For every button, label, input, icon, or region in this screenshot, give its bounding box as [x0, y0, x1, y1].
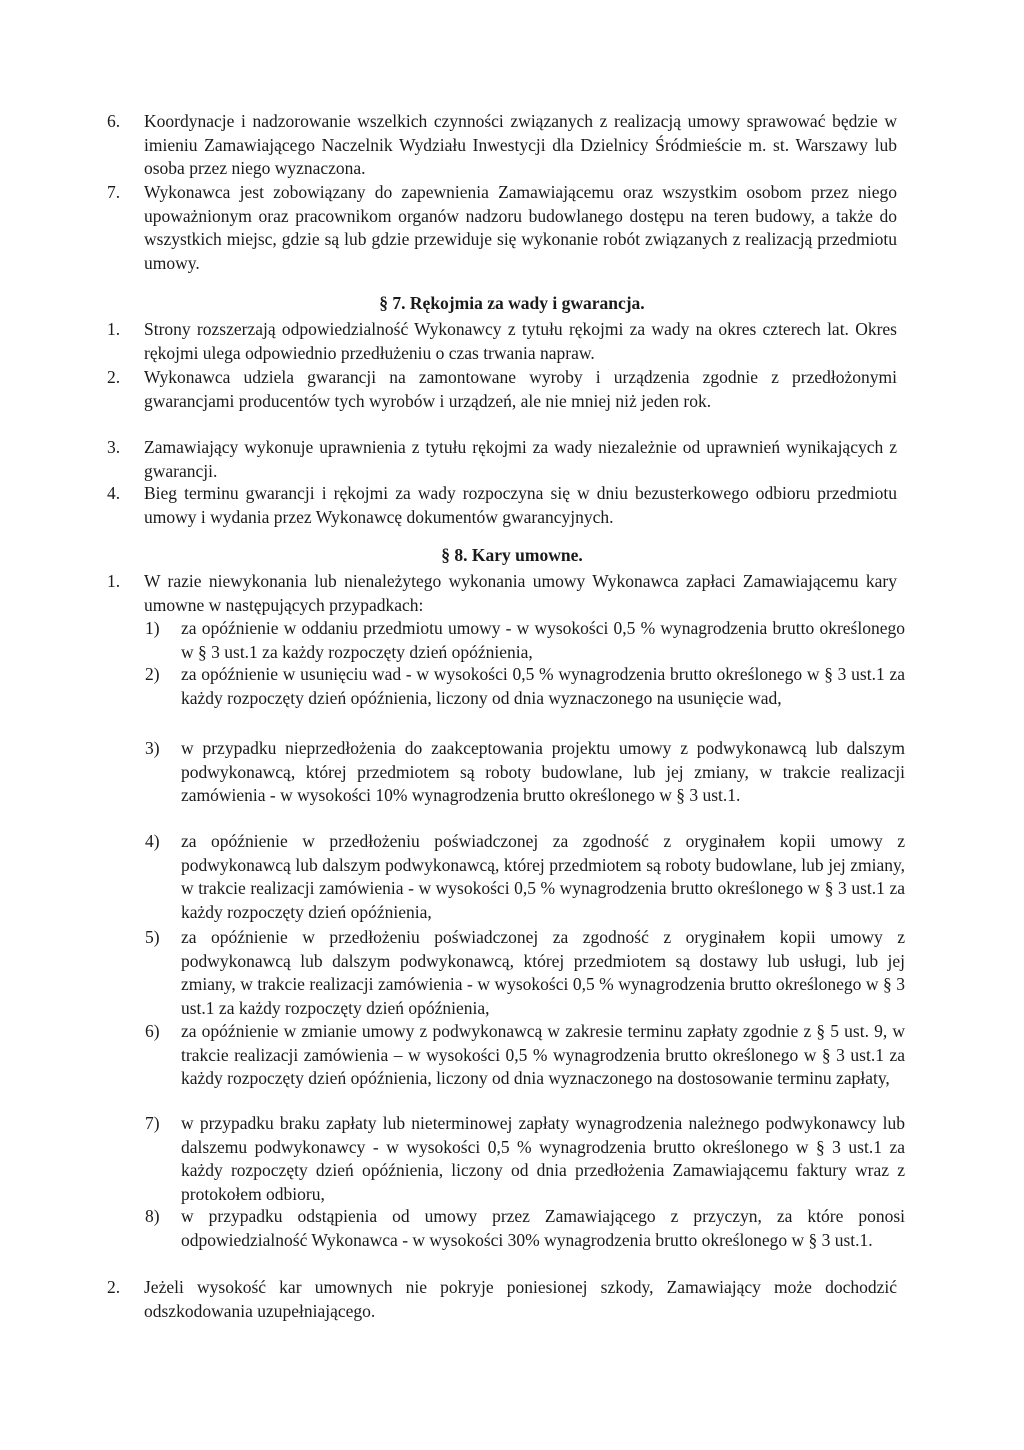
item-number: 4. — [107, 483, 121, 503]
item-text: Wykonawca udziela gwarancji na zamontowane wyroby i urządzenia zgodnie z przedłożonymi gwarancjami producentów tych wyrobów i urządzeń, ale nie mniej niż jeden rok. — [144, 367, 897, 411]
paragraph-6 — [107, 110, 897, 181]
item-text: Strony rozszerzają odpowiedzialność Wykonawcy z tytułu rękojmi za wady na okres czterech lat. Okres rękojmi ulega odpowiednio przedłużeniu o czas trwania napraw. — [144, 319, 897, 363]
subitem-text: za opóźnienie w oddaniu przedmiotu umowy - w wysokości 0,5 % wynagrodzenia brutto określonego w § 3 ust.1 za każdy rozpoczęty dzień opóźnienia, — [181, 618, 905, 662]
item-text: Zamawiający wykonuje uprawnienia z tytułu rękojmi za wady niezależnie od uprawnień wynikających z gwarancji. — [144, 437, 897, 481]
subitem-text: za opóźnienie w zmianie umowy z podwykonawcą w zakresie terminu zapłaty zgodnie z § 5 ust. 9, w trakcie realizacji zamówienia – w wysokości 0,5 % wynagrodzenia brutto określonego w § 3 ust.1 za każdy rozpoczęty dzień opóźnienia, liczony od dnia wyznaczonego na dostosowanie terminu zapłaty, — [181, 1021, 905, 1088]
subitem-number: 7) — [145, 1113, 160, 1133]
penalty-item-3 — [145, 737, 905, 808]
subitem-number: 4) — [145, 831, 160, 851]
subitem-number: 2) — [145, 664, 160, 684]
subitem-text: za opóźnienie w przedłożeniu poświadczonej za zgodność z oryginałem kopii umowy z podwykonawcą lub dalszym podwykonawcą, której przedmiotem są roboty budowlane, lub jej zmiany, w trakcie realizacji zamówienia - w wysokości 0,5 % wynagrodzenia brutto określonego w § 3 ust.1 za każdy rozpoczęty dzień opóźnienia, — [181, 831, 905, 922]
penalty-item-2 — [145, 663, 905, 710]
section-7-item-2 — [107, 366, 897, 413]
paragraph-number: 7. — [107, 182, 121, 202]
subitem-text: w przypadku braku zapłaty lub nieterminowej zapłaty wynagrodzenia należnego podwykonawcy lub dalszemu podwykonawcy - w wysokości 0,5 % wynagrodzenia brutto określonego w § 3 ust.1 za każdy rozpoczęty dzień opóźnienia, liczony od dnia przedłożenia Zamawiającemu faktury wraz z protokołem odbioru, — [181, 1113, 905, 1204]
item-number: 2. — [107, 1277, 121, 1297]
subitem-number: 1) — [145, 618, 160, 638]
penalty-item-6 — [145, 1020, 905, 1091]
penalty-item-1 — [145, 617, 905, 664]
item-number: 2. — [107, 367, 121, 387]
subitem-number: 6) — [145, 1021, 160, 1041]
penalty-item-7 — [145, 1112, 905, 1206]
item-number: 3. — [107, 437, 121, 457]
subitem-number: 5) — [145, 927, 160, 947]
section-8-heading: § 8. Kary umowne. — [441, 545, 583, 565]
item-number: 1. — [107, 319, 121, 339]
subitem-text: w przypadku nieprzedłożenia do zaakceptowania projektu umowy z podwykonawcą lub dalszym podwykonawcą, której przedmiotem są roboty budowlane, lub jej zmiany, w trakcie realizacji zamówienia - w wysokości 10% wynagrodzenia brutto określonego w § 3 ust.1. — [181, 738, 905, 805]
penalty-item-8 — [145, 1205, 905, 1252]
subitem-number: 3) — [145, 738, 160, 758]
paragraph-number: 6. — [107, 111, 121, 131]
section-8-item-2 — [107, 1276, 897, 1323]
item-text: W razie niewykonania lub nienależytego wykonania umowy Wykonawca zapłaci Zamawiającemu kary umowne w następujących przypadkach: — [144, 571, 897, 615]
paragraph-text: Wykonawca jest zobowiązany do zapewnienia Zamawiającemu oraz wszystkim osobom przez niego upoważnionym oraz pracownikom organów nadzoru budowlanego dostępu na teren budowy, a także do wszystkich miejsc, gdzie są lub gdzie przewiduje się wykonanie robót związanych z realizacją przedmiotu umowy. — [144, 182, 897, 273]
section-7-heading: § 7. Rękojmia za wady i gwarancja. — [379, 293, 645, 313]
section-8-item-1 — [107, 570, 897, 617]
penalty-item-4 — [145, 830, 905, 924]
section-7-item-3 — [107, 436, 897, 483]
item-text: Bieg terminu gwarancji i rękojmi za wady rozpoczyna się w dniu bezusterkowego odbioru przedmiotu umowy i wydania przez Wykonawcę dokumentów gwarancyjnych. — [144, 483, 897, 527]
subitem-text: za opóźnienie w usunięciu wad - w wysokości 0,5 % wynagrodzenia brutto określonego w § 3 ust.1 za każdy rozpoczęty dzień opóźnienia, liczony od dnia wyznaczonego na usunięcie wad, — [181, 664, 905, 708]
item-text: Jeżeli wysokość kar umownych nie pokryje poniesionej szkody, Zamawiający może dochodzić odszkodowania uzupełniającego. — [144, 1277, 897, 1321]
paragraph-7 — [107, 181, 897, 275]
item-number: 1. — [107, 571, 121, 591]
section-7-item-1 — [107, 318, 897, 365]
subitem-number: 8) — [145, 1206, 160, 1226]
subitem-text: w przypadku odstąpienia od umowy przez Zamawiającego z przyczyn, za które ponosi odpowiedzialność Wykonawca - w wysokości 30% wynagrodzenia brutto określonego w § 3 ust.1. — [181, 1206, 905, 1250]
section-7-item-4 — [107, 482, 897, 529]
penalty-item-5 — [145, 926, 905, 1020]
paragraph-text: Koordynacje i nadzorowanie wszelkich czynności związanych z realizacją umowy sprawować będzie w imieniu Zamawiającego Naczelnik Wydziału Inwestycji dla Dzielnicy Śródmieście m. st. Warszawy lub osoba przez niego wyznaczona. — [144, 111, 897, 178]
subitem-text: za opóźnienie w przedłożeniu poświadczonej za zgodność z oryginałem kopii umowy z podwykonawcą lub dalszym podwykonawcą, której przedmiotem są dostawy lub usługi, lub jej zmiany, w trakcie realizacji zamówienia - w wysokości 0,5 % wynagrodzenia brutto określonego w § 3 ust.1 za każdy rozpoczęty dzień opóźnienia, — [181, 927, 905, 1018]
